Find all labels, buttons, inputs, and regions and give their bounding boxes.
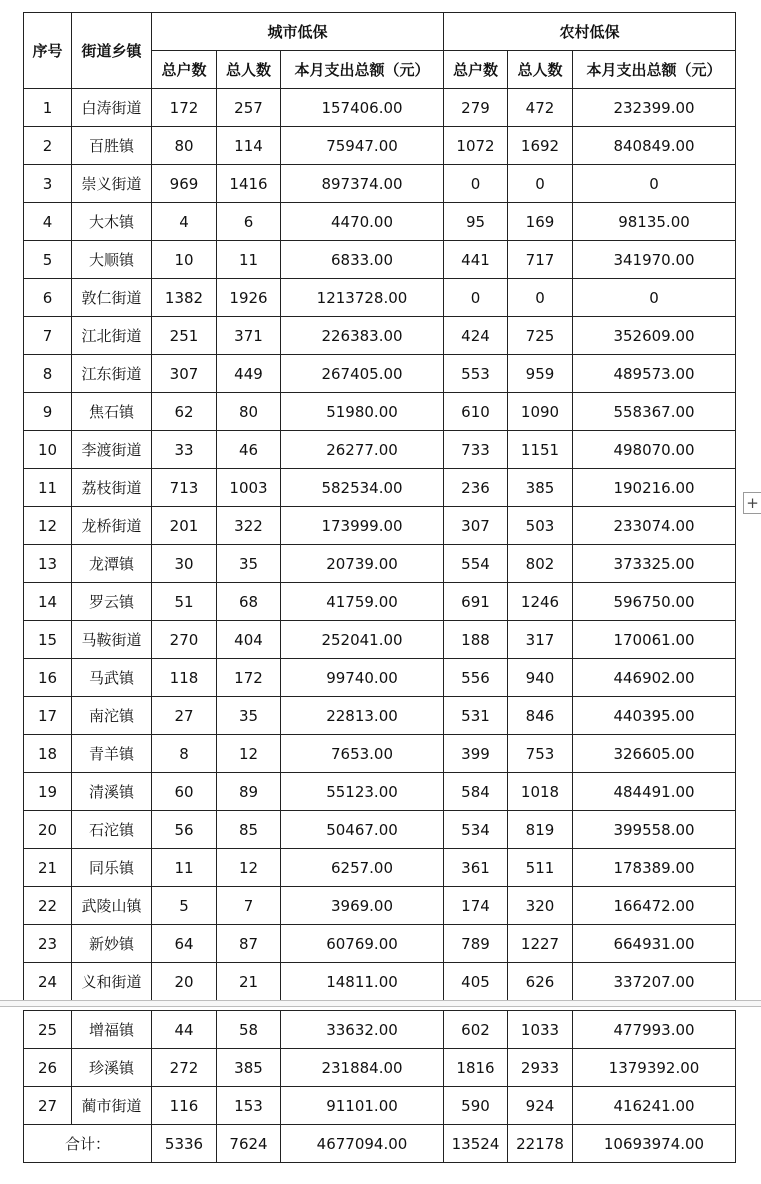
- row-rural-households: 424: [444, 317, 508, 355]
- row-urban-persons: 385: [217, 1049, 281, 1087]
- row-rural-expenditure: 840849.00: [573, 127, 736, 165]
- row-district: 新妙镇: [72, 925, 152, 963]
- row-rural-expenditure: 341970.00: [573, 241, 736, 279]
- row-district: 蔺市街道: [72, 1087, 152, 1125]
- row-rural-expenditure: 0: [573, 279, 736, 317]
- header-rural-persons: 总人数: [508, 51, 573, 89]
- row-district: 增福镇: [72, 1011, 152, 1049]
- row-district: 大木镇: [72, 203, 152, 241]
- header-row-groups: [24, 13, 736, 51]
- header-urban-persons: 总人数: [217, 51, 281, 89]
- row-rural-expenditure: 326605.00: [573, 735, 736, 773]
- row-seq: 19: [24, 773, 72, 811]
- row-rural-expenditure: 664931.00: [573, 925, 736, 963]
- row-rural-households: 0: [444, 165, 508, 203]
- row-urban-households: 20: [152, 963, 217, 1001]
- row-seq: 18: [24, 735, 72, 773]
- row-rural-persons: 846: [508, 697, 573, 735]
- row-seq: 5: [24, 241, 72, 279]
- table-row: [24, 431, 736, 469]
- row-seq: 13: [24, 545, 72, 583]
- row-district: 武陵山镇: [72, 887, 152, 925]
- row-rural-households: 307: [444, 507, 508, 545]
- row-urban-persons: 153: [217, 1087, 281, 1125]
- row-urban-expenditure: 173999.00: [281, 507, 444, 545]
- row-rural-persons: 924: [508, 1087, 573, 1125]
- table-row: [24, 89, 736, 127]
- row-urban-households: 270: [152, 621, 217, 659]
- table-row: [24, 735, 736, 773]
- row-urban-persons: 80: [217, 393, 281, 431]
- row-rural-households: 590: [444, 1087, 508, 1125]
- row-rural-households: 0: [444, 279, 508, 317]
- table-row: [24, 355, 736, 393]
- row-seq: 6: [24, 279, 72, 317]
- total-row: [24, 1125, 736, 1163]
- row-rural-persons: 503: [508, 507, 573, 545]
- row-rural-persons: 1151: [508, 431, 573, 469]
- row-urban-persons: 6: [217, 203, 281, 241]
- row-rural-expenditure: 446902.00: [573, 659, 736, 697]
- row-rural-expenditure: 399558.00: [573, 811, 736, 849]
- row-urban-households: 116: [152, 1087, 217, 1125]
- row-seq: 2: [24, 127, 72, 165]
- row-rural-persons: 1246: [508, 583, 573, 621]
- total-urban-expenditure: 4677094.00: [281, 1125, 444, 1163]
- row-seq: 22: [24, 887, 72, 925]
- row-urban-expenditure: 20739.00: [281, 545, 444, 583]
- row-urban-expenditure: 1213728.00: [281, 279, 444, 317]
- row-urban-expenditure: 582534.00: [281, 469, 444, 507]
- row-urban-households: 11: [152, 849, 217, 887]
- row-urban-households: 969: [152, 165, 217, 203]
- row-urban-persons: 114: [217, 127, 281, 165]
- row-urban-households: 4: [152, 203, 217, 241]
- row-urban-households: 62: [152, 393, 217, 431]
- row-urban-persons: 46: [217, 431, 281, 469]
- row-district: 龙桥街道: [72, 507, 152, 545]
- row-rural-households: 441: [444, 241, 508, 279]
- row-rural-expenditure: 484491.00: [573, 773, 736, 811]
- row-urban-expenditure: 99740.00: [281, 659, 444, 697]
- row-rural-households: 789: [444, 925, 508, 963]
- table-row: [24, 583, 736, 621]
- row-rural-persons: 717: [508, 241, 573, 279]
- relief-table: [23, 12, 736, 1001]
- row-district: 马鞍街道: [72, 621, 152, 659]
- row-urban-expenditure: 51980.00: [281, 393, 444, 431]
- row-rural-expenditure: 558367.00: [573, 393, 736, 431]
- row-rural-persons: 320: [508, 887, 573, 925]
- row-urban-expenditure: 75947.00: [281, 127, 444, 165]
- row-seq: 26: [24, 1049, 72, 1087]
- row-rural-persons: 0: [508, 279, 573, 317]
- row-rural-households: 733: [444, 431, 508, 469]
- table-row: [24, 1011, 736, 1049]
- row-rural-persons: 725: [508, 317, 573, 355]
- row-rural-households: 95: [444, 203, 508, 241]
- table-row: [24, 469, 736, 507]
- row-seq: 24: [24, 963, 72, 1001]
- row-seq: 17: [24, 697, 72, 735]
- row-urban-expenditure: 3969.00: [281, 887, 444, 925]
- page-break-divider: [0, 1000, 761, 1007]
- row-seq: 16: [24, 659, 72, 697]
- row-urban-households: 33: [152, 431, 217, 469]
- row-district: 敦仁街道: [72, 279, 152, 317]
- row-rural-persons: 385: [508, 469, 573, 507]
- row-district: 石沱镇: [72, 811, 152, 849]
- table-row: [24, 279, 736, 317]
- row-seq: 3: [24, 165, 72, 203]
- row-district: 义和街道: [72, 963, 152, 1001]
- row-seq: 20: [24, 811, 72, 849]
- row-seq: 11: [24, 469, 72, 507]
- row-rural-persons: 1033: [508, 1011, 573, 1049]
- row-urban-expenditure: 26277.00: [281, 431, 444, 469]
- row-urban-persons: 322: [217, 507, 281, 545]
- row-rural-expenditure: 170061.00: [573, 621, 736, 659]
- row-seq: 14: [24, 583, 72, 621]
- row-urban-households: 307: [152, 355, 217, 393]
- row-seq: 25: [24, 1011, 72, 1049]
- header-seq: 序号: [24, 13, 72, 89]
- row-rural-households: 1072: [444, 127, 508, 165]
- row-urban-households: 56: [152, 811, 217, 849]
- row-rural-persons: 2933: [508, 1049, 573, 1087]
- row-urban-households: 251: [152, 317, 217, 355]
- row-district: 马武镇: [72, 659, 152, 697]
- table-row: [24, 393, 736, 431]
- row-urban-households: 172: [152, 89, 217, 127]
- row-seq: 7: [24, 317, 72, 355]
- row-urban-households: 80: [152, 127, 217, 165]
- header-rural-group: 农村低保: [444, 13, 736, 51]
- row-rural-expenditure: 352609.00: [573, 317, 736, 355]
- row-rural-expenditure: 1379392.00: [573, 1049, 736, 1087]
- row-seq: 12: [24, 507, 72, 545]
- row-rural-households: 610: [444, 393, 508, 431]
- table-row: [24, 203, 736, 241]
- row-district: 焦石镇: [72, 393, 152, 431]
- total-label: 合计：: [24, 1125, 152, 1163]
- row-rural-households: 602: [444, 1011, 508, 1049]
- row-rural-households: 584: [444, 773, 508, 811]
- row-urban-households: 1382: [152, 279, 217, 317]
- row-urban-persons: 12: [217, 849, 281, 887]
- row-urban-households: 30: [152, 545, 217, 583]
- row-urban-expenditure: 55123.00: [281, 773, 444, 811]
- row-rural-persons: 169: [508, 203, 573, 241]
- total-rural-persons: 22178: [508, 1125, 573, 1163]
- row-district: 同乐镇: [72, 849, 152, 887]
- total-rural-expenditure: 10693974.00: [573, 1125, 736, 1163]
- table-row: [24, 887, 736, 925]
- total-rural-households: 13524: [444, 1125, 508, 1163]
- table-row: [24, 621, 736, 659]
- row-urban-expenditure: 252041.00: [281, 621, 444, 659]
- row-rural-expenditure: 489573.00: [573, 355, 736, 393]
- row-rural-households: 1816: [444, 1049, 508, 1087]
- row-urban-persons: 449: [217, 355, 281, 393]
- row-district: 龙潭镇: [72, 545, 152, 583]
- header-urban-expenditure: 本月支出总额（元）: [281, 51, 444, 89]
- table-body-continued: [24, 1011, 736, 1125]
- row-seq: 21: [24, 849, 72, 887]
- row-rural-households: 691: [444, 583, 508, 621]
- row-urban-persons: 1003: [217, 469, 281, 507]
- row-seq: 23: [24, 925, 72, 963]
- row-rural-expenditure: 0: [573, 165, 736, 203]
- header-urban-group: 城市低保: [152, 13, 444, 51]
- row-district: 百胜镇: [72, 127, 152, 165]
- row-rural-households: 399: [444, 735, 508, 773]
- row-rural-expenditure: 416241.00: [573, 1087, 736, 1125]
- row-district: 白涛街道: [72, 89, 152, 127]
- row-district: 崇义街道: [72, 165, 152, 203]
- row-urban-households: 64: [152, 925, 217, 963]
- row-urban-expenditure: 33632.00: [281, 1011, 444, 1049]
- row-rural-persons: 472: [508, 89, 573, 127]
- row-urban-persons: 12: [217, 735, 281, 773]
- row-urban-households: 51: [152, 583, 217, 621]
- table-row: [24, 317, 736, 355]
- row-urban-persons: 87: [217, 925, 281, 963]
- row-urban-expenditure: 897374.00: [281, 165, 444, 203]
- row-urban-expenditure: 6833.00: [281, 241, 444, 279]
- table-row: [24, 773, 736, 811]
- row-urban-expenditure: 50467.00: [281, 811, 444, 849]
- row-district: 南沱镇: [72, 697, 152, 735]
- row-urban-expenditure: 14811.00: [281, 963, 444, 1001]
- row-urban-expenditure: 231884.00: [281, 1049, 444, 1087]
- table-row: [24, 697, 736, 735]
- table-row: [24, 849, 736, 887]
- row-seq: 8: [24, 355, 72, 393]
- row-rural-households: 531: [444, 697, 508, 735]
- table-row: [24, 963, 736, 1001]
- row-rural-households: 188: [444, 621, 508, 659]
- row-seq: 10: [24, 431, 72, 469]
- row-urban-persons: 35: [217, 545, 281, 583]
- row-urban-expenditure: 41759.00: [281, 583, 444, 621]
- row-rural-persons: 753: [508, 735, 573, 773]
- table-row: [24, 1049, 736, 1087]
- row-urban-households: 713: [152, 469, 217, 507]
- table-body: [24, 89, 736, 1001]
- row-seq: 9: [24, 393, 72, 431]
- row-rural-households: 174: [444, 887, 508, 925]
- row-rural-expenditure: 190216.00: [573, 469, 736, 507]
- header-rural-households: 总户数: [444, 51, 508, 89]
- table-row: [24, 127, 736, 165]
- total-urban-persons: 7624: [217, 1125, 281, 1163]
- relief-table-continued: [23, 1010, 736, 1163]
- row-rural-households: 534: [444, 811, 508, 849]
- row-urban-expenditure: 226383.00: [281, 317, 444, 355]
- add-row-button[interactable]: +: [743, 492, 761, 514]
- row-rural-expenditure: 166472.00: [573, 887, 736, 925]
- row-urban-persons: 172: [217, 659, 281, 697]
- row-rural-persons: 1227: [508, 925, 573, 963]
- header-rural-expenditure: 本月支出总额（元）: [573, 51, 736, 89]
- row-rural-households: 361: [444, 849, 508, 887]
- row-rural-expenditure: 337207.00: [573, 963, 736, 1001]
- row-urban-expenditure: 7653.00: [281, 735, 444, 773]
- row-rural-expenditure: 178389.00: [573, 849, 736, 887]
- row-urban-persons: 21: [217, 963, 281, 1001]
- row-urban-persons: 404: [217, 621, 281, 659]
- table-row: [24, 659, 736, 697]
- row-rural-persons: 626: [508, 963, 573, 1001]
- row-district: 大顺镇: [72, 241, 152, 279]
- row-rural-expenditure: 477993.00: [573, 1011, 736, 1049]
- table-row: [24, 165, 736, 203]
- row-rural-expenditure: 596750.00: [573, 583, 736, 621]
- table-row: [24, 545, 736, 583]
- total-urban-households: 5336: [152, 1125, 217, 1163]
- row-urban-persons: 68: [217, 583, 281, 621]
- row-rural-persons: 819: [508, 811, 573, 849]
- row-rural-households: 556: [444, 659, 508, 697]
- row-rural-persons: 511: [508, 849, 573, 887]
- row-district: 荔枝街道: [72, 469, 152, 507]
- header-district: 街道乡镇: [72, 13, 152, 89]
- row-rural-expenditure: 98135.00: [573, 203, 736, 241]
- row-rural-expenditure: 233074.00: [573, 507, 736, 545]
- row-urban-persons: 89: [217, 773, 281, 811]
- row-urban-expenditure: 22813.00: [281, 697, 444, 735]
- table-row: [24, 241, 736, 279]
- row-urban-persons: 7: [217, 887, 281, 925]
- row-rural-expenditure: 498070.00: [573, 431, 736, 469]
- row-rural-households: 405: [444, 963, 508, 1001]
- row-rural-expenditure: 373325.00: [573, 545, 736, 583]
- row-urban-persons: 371: [217, 317, 281, 355]
- row-urban-persons: 85: [217, 811, 281, 849]
- row-rural-persons: 1018: [508, 773, 573, 811]
- row-urban-households: 8: [152, 735, 217, 773]
- row-urban-expenditure: 6257.00: [281, 849, 444, 887]
- row-rural-households: 236: [444, 469, 508, 507]
- row-district: 珍溪镇: [72, 1049, 152, 1087]
- row-urban-expenditure: 157406.00: [281, 89, 444, 127]
- row-rural-expenditure: 232399.00: [573, 89, 736, 127]
- row-urban-persons: 1416: [217, 165, 281, 203]
- row-urban-expenditure: 60769.00: [281, 925, 444, 963]
- row-rural-persons: 959: [508, 355, 573, 393]
- row-district: 江东街道: [72, 355, 152, 393]
- row-urban-persons: 257: [217, 89, 281, 127]
- row-rural-persons: 0: [508, 165, 573, 203]
- header-urban-households: 总户数: [152, 51, 217, 89]
- row-urban-households: 27: [152, 697, 217, 735]
- row-district: 江北街道: [72, 317, 152, 355]
- row-urban-households: 272: [152, 1049, 217, 1087]
- row-district: 李渡街道: [72, 431, 152, 469]
- row-seq: 4: [24, 203, 72, 241]
- row-urban-persons: 35: [217, 697, 281, 735]
- row-urban-expenditure: 267405.00: [281, 355, 444, 393]
- row-rural-households: 554: [444, 545, 508, 583]
- row-rural-persons: 940: [508, 659, 573, 697]
- table-row: [24, 925, 736, 963]
- row-rural-expenditure: 440395.00: [573, 697, 736, 735]
- row-rural-persons: 1692: [508, 127, 573, 165]
- row-rural-households: 279: [444, 89, 508, 127]
- row-district: 清溪镇: [72, 773, 152, 811]
- row-rural-households: 553: [444, 355, 508, 393]
- row-urban-households: 5: [152, 887, 217, 925]
- row-urban-persons: 11: [217, 241, 281, 279]
- row-seq: 27: [24, 1087, 72, 1125]
- table-row: [24, 811, 736, 849]
- row-urban-households: 201: [152, 507, 217, 545]
- table-row: [24, 507, 736, 545]
- row-urban-expenditure: 91101.00: [281, 1087, 444, 1125]
- row-urban-households: 10: [152, 241, 217, 279]
- row-district: 罗云镇: [72, 583, 152, 621]
- row-seq: 1: [24, 89, 72, 127]
- row-seq: 15: [24, 621, 72, 659]
- row-rural-persons: 1090: [508, 393, 573, 431]
- row-urban-households: 44: [152, 1011, 217, 1049]
- row-urban-persons: 58: [217, 1011, 281, 1049]
- row-rural-persons: 317: [508, 621, 573, 659]
- row-urban-households: 60: [152, 773, 217, 811]
- table-row: [24, 1087, 736, 1125]
- row-rural-persons: 802: [508, 545, 573, 583]
- row-urban-households: 118: [152, 659, 217, 697]
- row-urban-persons: 1926: [217, 279, 281, 317]
- row-urban-expenditure: 4470.00: [281, 203, 444, 241]
- row-district: 青羊镇: [72, 735, 152, 773]
